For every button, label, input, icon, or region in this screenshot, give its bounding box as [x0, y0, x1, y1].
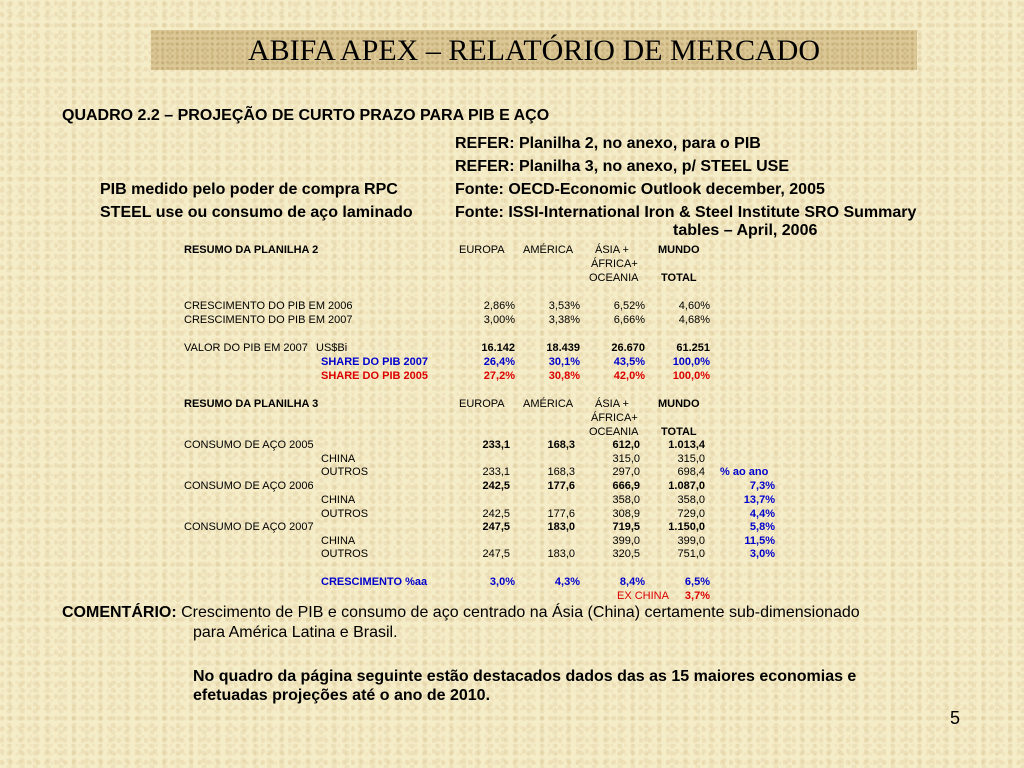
p3-cell: 177,6 — [547, 480, 575, 492]
page-title: ABIFA APEX – RELATÓRIO DE MERCADO — [248, 34, 820, 67]
p3-row-label: CONSUMO DE AÇO 2006 — [184, 480, 314, 492]
steel-label: STEEL use ou consumo de aço laminado — [100, 204, 413, 221]
p3-col-europa: EUROPA — [459, 398, 505, 410]
p3-row-label: CHINA — [321, 494, 356, 506]
p3-row-label: CONSUMO DE AÇO 2007 — [184, 521, 314, 533]
pib-source: Fonte: OECD-Economic Outlook december, 2005 — [455, 181, 825, 198]
p3-row-label: OUTROS — [321, 508, 369, 520]
p3-row-label: OUTROS — [321, 466, 369, 478]
p2-share2007-label: SHARE DO PIB 2007 — [321, 356, 428, 368]
steel-source: Fonte: ISSI-International Iron & Steel Institute SRO Summary — [455, 204, 917, 221]
p2-cell: 2,86% — [483, 300, 515, 312]
p3-cresc-cell: 3,0% — [489, 576, 515, 588]
p2-cell: 6,52% — [613, 300, 645, 312]
p3-col-mundo: MUNDO — [658, 398, 700, 410]
p2-col-europa: EUROPA — [459, 244, 505, 256]
p3-cell: 320,5 — [612, 548, 640, 560]
p2-cell: 16.142 — [481, 342, 515, 354]
p3-cell: 242,5 — [482, 508, 510, 520]
p3-row-label: CONSUMO DE AÇO 2005 — [184, 439, 314, 451]
p3-pct-header: % ao ano — [720, 466, 769, 478]
p3-col-total: TOTAL — [661, 426, 697, 438]
p2-cell: 4,60% — [678, 300, 710, 312]
p3-cell: 751,0 — [677, 548, 705, 560]
comment-label: COMENTÁRIO: — [62, 604, 177, 621]
p3-cell: 1.013,4 — [668, 439, 705, 451]
p2-col-america: AMÉRICA — [523, 244, 574, 256]
p3-cell: 308,9 — [612, 508, 640, 520]
p3-cell: 247,5 — [482, 548, 510, 560]
p3-cell: 297,0 — [612, 466, 640, 478]
p3-exchina-value: 3,7% — [684, 590, 710, 602]
p3-col-oceania: OCEANIA — [589, 426, 639, 438]
p2-cell: 26.670 — [611, 342, 645, 354]
pib-label: PIB medido pelo poder de compra RPC — [100, 181, 398, 198]
p3-cell: 399,0 — [612, 535, 640, 547]
p3-cresc-cell: 4,3% — [554, 576, 580, 588]
p2-col-oceania: OCEANIA — [589, 272, 639, 284]
planilha3-label: RESUMO DA PLANILHA 3 — [184, 398, 319, 410]
p2-cell: 3,00% — [483, 314, 515, 326]
p2-cell: 100,0% — [672, 370, 710, 382]
p3-cell: 666,9 — [612, 480, 640, 492]
p2-cell: 3,38% — [548, 314, 580, 326]
p3-col-asia: ÁSIA + — [595, 398, 629, 410]
p3-cell: 168,3 — [547, 439, 575, 451]
p3-col-africa: ÁFRICA+ — [591, 412, 638, 424]
p3-cell: 315,0 — [677, 453, 705, 465]
p3-cresc-cell: 6,5% — [684, 576, 710, 588]
planilha2-label: RESUMO DA PLANILHA 2 — [184, 244, 319, 256]
p3-cresc-label: CRESCIMENTO %aa — [321, 576, 428, 588]
p3-cell: 729,0 — [677, 508, 705, 520]
p2-share2005-label: SHARE DO PIB 2005 — [321, 370, 428, 382]
p3-pct-cell: 11,5% — [744, 535, 775, 547]
p2-cell: 4,68% — [678, 314, 710, 326]
p3-pct-cell: 3,0% — [749, 548, 775, 560]
p3-pct-cell: 5,8% — [749, 521, 775, 533]
p3-cell: 242,5 — [482, 480, 510, 492]
p3-row-label: CHINA — [321, 453, 356, 465]
p3-cresc-cell: 8,4% — [619, 576, 645, 588]
page-number: 5 — [950, 708, 961, 728]
note-line2: efetuadas projeções até o ano de 2010. — [193, 687, 491, 704]
p2-cell: 3,53% — [548, 300, 580, 312]
p3-cell: 183,0 — [547, 521, 575, 533]
p3-cell: 358,0 — [677, 494, 705, 506]
p3-cell: 1.150,0 — [668, 521, 705, 533]
comment-text-cont: para América Latina e Brasil. — [193, 624, 398, 641]
p2-col-africa: ÁFRICA+ — [591, 258, 638, 270]
p3-cell: 698,4 — [677, 466, 705, 478]
p2-cell: 30,1% — [548, 356, 580, 368]
p3-exchina-label: EX CHINA — [617, 590, 669, 602]
p3-cell: 719,5 — [612, 521, 640, 533]
p3-cell: 183,0 — [547, 548, 575, 560]
p3-row-label: OUTROS — [321, 548, 369, 560]
p2-cell: 26,4% — [483, 356, 515, 368]
p2-col-asia: ÁSIA + — [595, 244, 629, 256]
p3-pct-cell: 4,4% — [749, 508, 775, 520]
p2-cell: 61.251 — [676, 342, 710, 354]
section-heading: QUADRO 2.2 – PROJEÇÃO DE CURTO PRAZO PARA PIB E AÇO — [62, 107, 550, 124]
p3-cell: 1.087,0 — [668, 480, 705, 492]
p3-cell: 233,1 — [482, 439, 510, 451]
p3-cell: 315,0 — [612, 453, 640, 465]
p2-row-label: CRESCIMENTO DO PIB EM 2006 — [184, 300, 353, 312]
p3-cell: 399,0 — [677, 535, 705, 547]
p2-cell: 6,66% — [613, 314, 645, 326]
steel-source-cont: tables – April, 2006 — [673, 222, 818, 239]
comment-text: Crescimento de PIB e consumo de aço centrado na Ásia (China) certamente sub-dimensionado — [181, 604, 860, 621]
p2-col-mundo: MUNDO — [658, 244, 700, 256]
p3-col-america: AMÉRICA — [523, 398, 574, 410]
p3-cell: 247,5 — [482, 521, 510, 533]
title-banner — [151, 30, 917, 70]
p3-cell: 168,3 — [547, 466, 575, 478]
p2-cell: 42,0% — [613, 370, 645, 382]
comment — [62, 604, 860, 622]
p2-valor-label: VALOR DO PIB EM 2007 — [184, 342, 308, 354]
p3-row-label: CHINA — [321, 535, 356, 547]
reference-steel: REFER: Planilha 3, no anexo, p/ STEEL USE — [455, 158, 789, 175]
p3-pct-cell: 7,3% — [749, 480, 775, 492]
p2-cell: 27,2% — [483, 370, 515, 382]
p3-cell: 612,0 — [612, 439, 640, 451]
note-line1: No quadro da página seguinte estão destacados dados das as 15 maiores economias e — [193, 668, 857, 685]
p3-cell: 233,1 — [482, 466, 510, 478]
p2-cell: 18.439 — [546, 342, 580, 354]
p3-cell: 358,0 — [612, 494, 640, 506]
p2-cell: 43,5% — [613, 356, 645, 368]
p3-pct-cell: 13,7% — [743, 494, 775, 506]
p2-cell: 100,0% — [672, 356, 710, 368]
p2-valor-unit: US$Bi — [316, 342, 348, 354]
reference-pib: REFER: Planilha 2, no anexo, para o PIB — [455, 135, 761, 152]
p2-row-label: CRESCIMENTO DO PIB EM 2007 — [184, 314, 353, 326]
p2-cell: 30,8% — [548, 370, 580, 382]
p2-col-total: TOTAL — [661, 272, 697, 284]
p3-cell: 177,6 — [547, 508, 575, 520]
